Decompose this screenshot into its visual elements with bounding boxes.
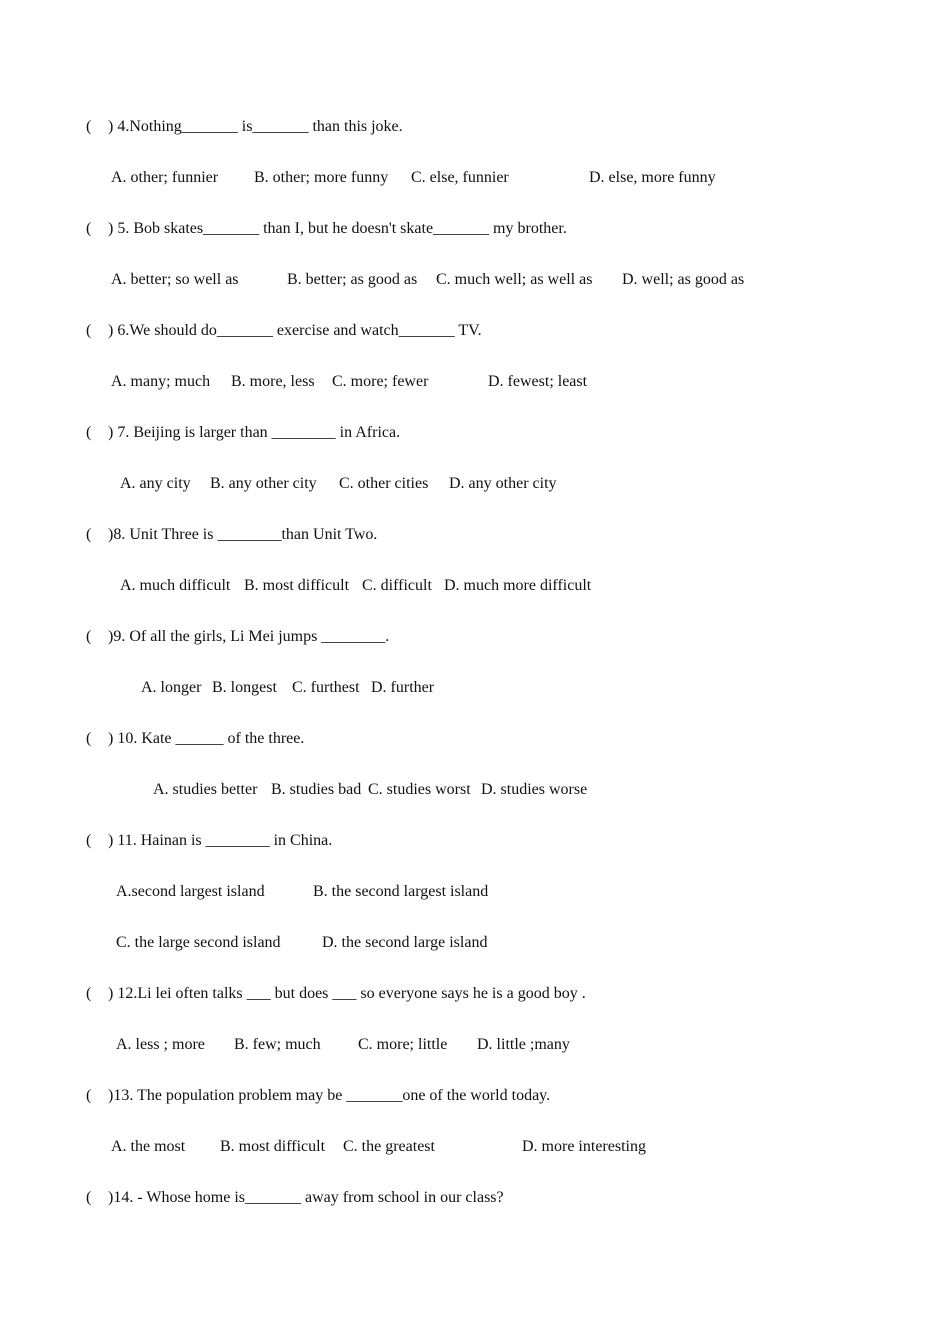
question-stem: )8. Unit Three is ________than Unit Two. [108,526,378,543]
option-d: D. any other city [449,475,557,492]
question-stem: )14. - Whose home is_______ away from school in our class? [108,1189,504,1206]
answer-paren: ( [86,526,92,543]
option-d: D. fewest; least [488,373,588,390]
answer-paren: ( [86,1189,92,1206]
option-b: B. the second largest island [313,883,489,900]
option-d: D. little ;many [477,1036,570,1053]
question-stem: )13. The population problem may be _______one of the world today. [108,1087,551,1104]
question-stem: ) 5. Bob skates_______ than I, but he doesn't skate_______ my brother. [108,220,567,237]
question-stem: ) 12.Li lei often talks ___ but does ___ so everyone says he is a good boy . [108,985,586,1002]
option-d: D. else, more funny [589,169,716,186]
question-stem: ) 6.We should do_______ exercise and watch_______ TV. [108,322,482,339]
option-b: B. other; more funny [254,169,389,186]
answer-paren: ( [86,628,92,645]
answer-paren: ( [86,832,92,849]
option-a: A. the most [111,1138,186,1155]
option-a: A. many; much [111,373,211,390]
answer-paren: ( [86,322,92,339]
question-stem: ) 7. Beijing is larger than ________ in Africa. [108,424,401,441]
option-a: A. any city [120,475,191,492]
option-b: B. any other city [210,475,317,492]
option-c: C. studies worst [368,781,471,798]
option-c: C. difficult [362,577,432,594]
option-b: B. longest [212,679,277,696]
option-b: B. most difficult [220,1138,326,1155]
option-d: D. further [371,679,435,696]
option-d: D. more interesting [522,1138,646,1155]
option-b: B. few; much [234,1036,321,1053]
option-d: D. studies worse [481,781,588,798]
option-d: D. the second large island [322,934,488,951]
option-c: C. other cities [339,475,429,492]
option-c: C. more; little [358,1036,448,1053]
question-stem: ) 4.Nothing_______ is_______ than this joke. [108,118,403,135]
option-c: C. much well; as well as [436,271,593,288]
option-b: B. better; as good as [287,271,418,288]
option-c: C. the large second island [116,934,281,951]
option-d: D. well; as good as [622,271,745,288]
option-d: D. much more difficult [444,577,592,594]
option-a: A. other; funnier [111,169,219,186]
option-a: A.second largest island [116,883,265,900]
question-stem: ) 10. Kate ______ of the three. [108,730,305,747]
option-a: A. less ; more [116,1036,205,1053]
option-c: C. furthest [292,679,360,696]
answer-paren: ( [86,118,92,135]
option-b: B. more, less [231,373,315,390]
option-b: B. most difficult [244,577,350,594]
option-c: C. more; fewer [332,373,429,390]
option-c: C. else, funnier [411,169,509,186]
question-stem: )9. Of all the girls, Li Mei jumps ________. [108,628,390,645]
answer-paren: ( [86,220,92,237]
answer-paren: ( [86,424,92,441]
option-a: A. better; so well as [111,271,239,288]
option-a: A. much difficult [120,577,231,594]
answer-paren: ( [86,1087,92,1104]
option-a: A. studies better [153,781,258,798]
option-c: C. the greatest [343,1138,435,1155]
option-a: A. longer [141,679,202,696]
answer-paren: ( [86,985,92,1002]
answer-paren: ( [86,730,92,747]
option-b: B. studies bad [271,781,362,798]
question-stem: ) 11. Hainan is ________ in China. [108,832,333,849]
